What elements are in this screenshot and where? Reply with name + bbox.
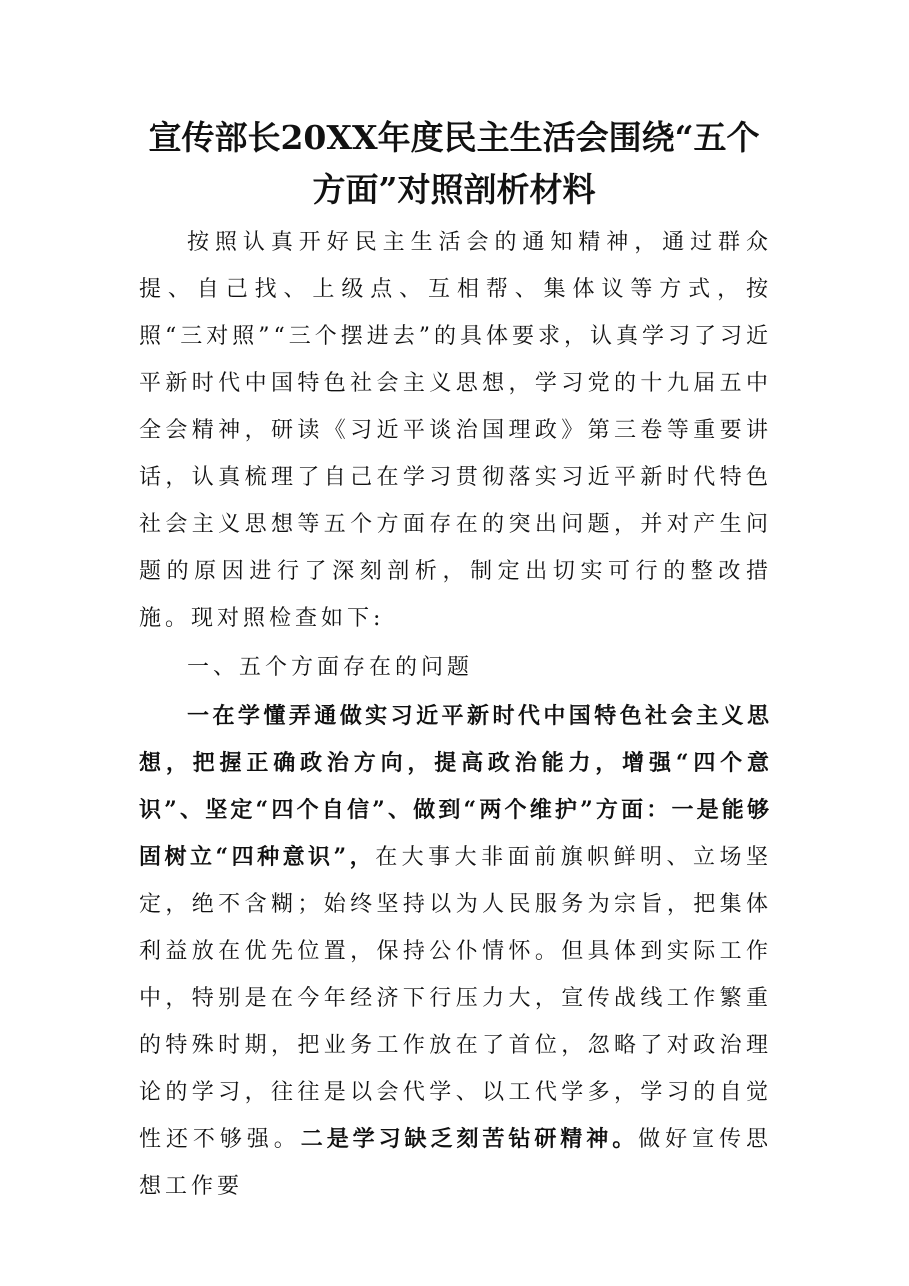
paragraph-text-a: 在大事大非面前旗帜鲜明、立场坚定，绝不含糊；始终坚持以为人民服务为宗旨，把集体利益放在优先位置，保持公仆情怀。但具体到实际工作中，特别是在今年经济下行压力大，宣传战线工作繁重的特殊时期，把业务工作放在了首位，忽略了对政治理论的学习，往往是以会代学、以工代学多，学习的自觉性还不够强。	[139, 845, 772, 1152]
intro-paragraph: 按照认真开好民主生活会的通知精神，通过群众提、自己找、上级点、互相帮、集体议等方式，按照“三对照”“三个摆进去”的具体要求，认真学习了习近平新时代中国特色社会主义思想，学习党的十九届五中全会精神，研读《习近平谈治国理政》第三卷等重要讲话，认真梳理了自己在学习贯彻落实习近平新时代特色社会主义思想等五个方面存在的突出问题，并对产生问题的原因进行了深刻剖析，制定出切实可行的整改措施。现对照检查如下:	[139, 230, 772, 631]
section-heading: 一、五个方面存在的问题	[187, 655, 474, 680]
paragraph-text-b: 做好宣传思想工作要	[139, 1127, 772, 1199]
title-line-2: 方面”对照剖析材料	[312, 170, 596, 209]
document-title	[134, 112, 774, 216]
bold-heading-b: 二是学习缺乏刻苦钻研精神。	[300, 1126, 639, 1152]
title-line-1: 宣传部长20XX年度民主生活会围绕“五个	[148, 118, 760, 157]
bold-heading-a: 一在学懂弄通做实习近平新时代中国特色社会主义思想，把握正确政治方向，提高政治能力，增强“四个意识”、坚定“四个自信”、做到“两个维护”方面：一是能够固树立“四种意识”，	[139, 703, 772, 870]
problem-paragraph	[139, 693, 772, 1210]
